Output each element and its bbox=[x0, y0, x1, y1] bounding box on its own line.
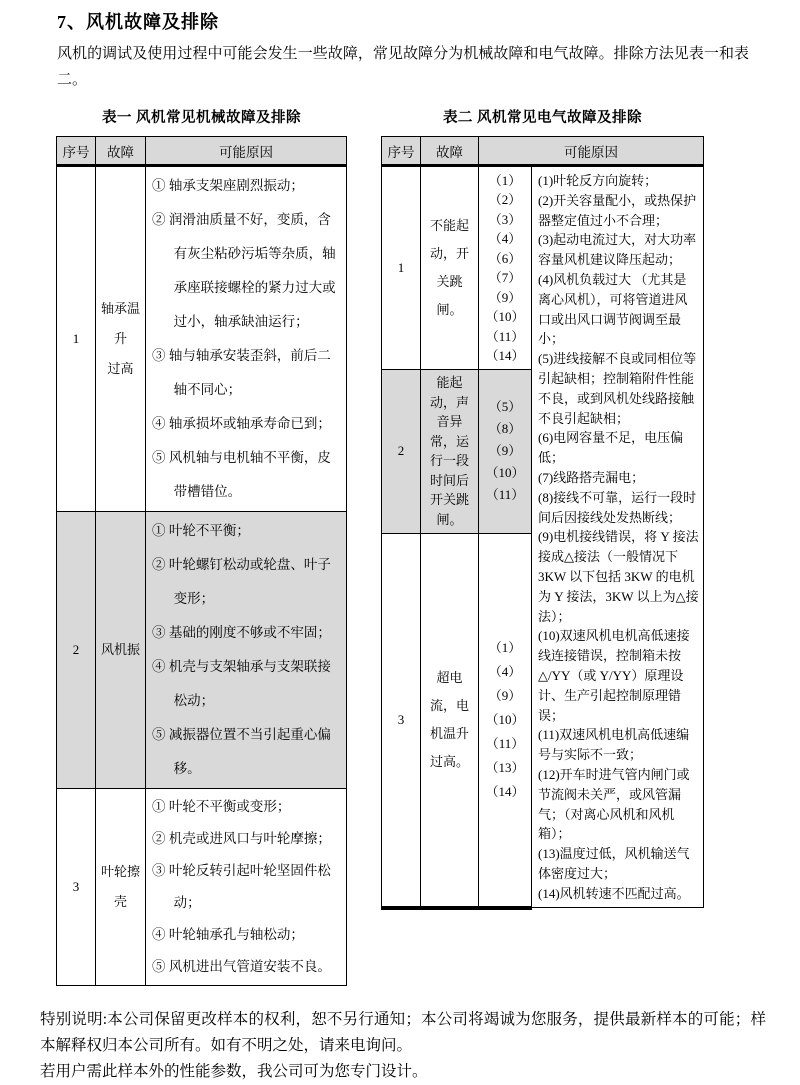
table-header-row bbox=[57, 137, 347, 166]
cause-item: ④ 轴承损坏或轴承寿命已到； bbox=[152, 416, 331, 431]
mechanical-fault-table bbox=[56, 136, 347, 986]
header-cell: 可能原因 bbox=[146, 137, 347, 166]
cause-ref-item: （1） bbox=[488, 639, 522, 655]
fault-cell: 轴承温升 过高 bbox=[96, 166, 146, 512]
cause-ref-item: （14） bbox=[485, 783, 525, 799]
cause-refs-cell bbox=[479, 166, 532, 370]
tables-container bbox=[56, 106, 800, 986]
cause-item: (2)开关容量配小，或热保护器整定值过小不合理； bbox=[538, 192, 697, 228]
header-cell: 可能原因 bbox=[479, 137, 704, 166]
special-note: 特别说明:本公司保留更改样本的权利，恕不另行通知；本公司将竭诚为您服务，提供最新样本的可能；样本解释权归本公司所有。如有不明之处，请来电询问。 bbox=[40, 1011, 766, 1054]
cause-ref-item: （14） bbox=[485, 348, 525, 363]
cause-item: ② 叶轮螺钉松动或轮盘、叶子变形； bbox=[152, 557, 331, 606]
fault-cell: 超电 流，电 机温升 过高。 bbox=[421, 533, 479, 908]
cause-refs-cell bbox=[479, 533, 532, 908]
cause-ref-item: （11） bbox=[485, 487, 525, 503]
cause-ref-item: （11） bbox=[485, 328, 525, 344]
cause-item: ③ 基础的刚度不够或不牢固； bbox=[152, 625, 331, 640]
cause-item: ③ 叶轮反转引起叶轮坚固件松动； bbox=[152, 863, 331, 910]
cause-item: ① 叶轮不平衡； bbox=[152, 523, 250, 538]
causes-cell bbox=[146, 166, 347, 512]
header-cell: 故障 bbox=[96, 137, 146, 166]
cause-item: ① 轴承支架座剧烈振动； bbox=[152, 178, 304, 193]
fault-cell: 能起 动，声 音异 常，运 行一段 时间后 开关跳 闸。 bbox=[421, 370, 479, 534]
table1-caption: 表一 风机常见机械故障及排除 bbox=[101, 110, 302, 126]
cause-item: ④ 叶轮轴承孔与轴松动； bbox=[152, 927, 304, 942]
cause-refs-cell bbox=[479, 370, 532, 534]
page-title: 7、风机故障及排除 bbox=[57, 12, 219, 32]
fault-cell: 叶轮擦壳 bbox=[96, 789, 146, 986]
cause-ref-item: （10） bbox=[485, 711, 525, 727]
cause-item: (3)起动电流过大，对大功率容量风机建议降压起动； bbox=[538, 232, 697, 268]
intro-paragraph: 风机的调试及使用过程中可能会发生一些故障，常见故障分为机械故障和电气故障。排除方法见表一和表二。 bbox=[57, 46, 749, 88]
electrical-fault-table bbox=[381, 136, 704, 910]
table-row bbox=[57, 166, 347, 512]
cause-item: (4)风机负载过大 （尤其是离心风机），可将管道进风口或出风口调节阀调至最小； bbox=[538, 271, 688, 347]
cause-ref-item: （6） bbox=[488, 250, 522, 266]
cause-ref-item: （8） bbox=[488, 421, 522, 437]
cause-item: ⑤ 减振器位置不当引起重心偏移。 bbox=[152, 727, 331, 776]
cause-item: ② 机壳或进风口与叶轮摩擦； bbox=[152, 831, 331, 846]
cause-item: (11)双速风机电机高低速编号与实际不一致； bbox=[538, 727, 690, 763]
seq-cell: 3 bbox=[382, 533, 421, 908]
cause-ref-item: （10） bbox=[485, 309, 525, 324]
cause-item: (14)风机转速不匹配过高。 bbox=[538, 885, 690, 901]
cause-ref-item: （9） bbox=[488, 443, 522, 459]
table-row bbox=[57, 789, 347, 986]
custom-design-note: 若用户需此样本外的性能参数，我公司可为您专门设计。 bbox=[40, 1063, 428, 1080]
causes-cell bbox=[146, 789, 347, 986]
cause-item: (5)进线接解不良或同相位等引起缺相；控制箱附件性能不良，或到风机处线路接触不良引起缺相； bbox=[538, 351, 697, 426]
cause-ref-item: （9） bbox=[488, 687, 522, 703]
cause-item: (8)接线不可靠，运行一段时间后因接线处发热断线； bbox=[538, 489, 697, 525]
cause-item: (12)开车时进气管内闸门或节流阀未关严，或风管漏气；（对离心风机和风机箱）； bbox=[538, 766, 690, 842]
header-cell: 序号 bbox=[57, 137, 96, 166]
causes-cell bbox=[146, 512, 347, 789]
cause-ref-item: （11） bbox=[485, 735, 525, 751]
cause-ref-item: （13） bbox=[485, 759, 525, 775]
fault-cell: 不能起 动，开 关跳 闸。 bbox=[421, 166, 479, 370]
mechanical-table-block bbox=[56, 106, 347, 986]
cause-item: (13)温度过低，风机输送气体密度过大； bbox=[538, 846, 690, 881]
cause-item: (10)双速风机电机高低速接线连接错误，控制箱未按△/YY（或 Y/YY）原理设计、生产引起控制原理错误； bbox=[538, 628, 690, 723]
cause-item: ① 叶轮不平衡或变形； bbox=[152, 799, 291, 814]
cause-item: ④ 机壳与支架轴承与支架联接松动； bbox=[152, 659, 331, 708]
cause-ref-item: （5） bbox=[488, 399, 522, 415]
table-row bbox=[382, 166, 704, 370]
causes-merged-cell bbox=[532, 166, 704, 908]
seq-cell: 1 bbox=[382, 166, 421, 370]
cause-ref-item: （9） bbox=[488, 289, 522, 305]
table-header-row bbox=[382, 137, 704, 166]
cause-ref-item: （2） bbox=[488, 192, 522, 207]
cause-ref-item: （3） bbox=[488, 211, 522, 227]
cause-item: ③ 轴与轴承安装歪斜，前后二轴不同心； bbox=[152, 348, 331, 397]
cause-ref-item: （4） bbox=[488, 231, 522, 246]
cause-item: (9)电机接线错误，将 Y 接法接成△接法（一般情况下3KW 以下包括 3KW 的电机为 Y 接法，3KW 以上为△接法）； bbox=[538, 529, 699, 624]
cause-item: ⑤ 风机进出气管道安装不良。 bbox=[152, 959, 331, 974]
header-cell: 序号 bbox=[382, 137, 421, 166]
cause-ref-item: （4） bbox=[488, 663, 522, 679]
seq-cell: 2 bbox=[57, 512, 96, 789]
cause-ref-item: （10） bbox=[485, 465, 525, 481]
cause-ref-item: （7） bbox=[488, 270, 522, 285]
cause-ref-item: （1） bbox=[488, 172, 522, 188]
header-cell: 故障 bbox=[421, 137, 479, 166]
seq-cell: 2 bbox=[382, 370, 421, 534]
fault-cell: 风机振 bbox=[96, 512, 146, 789]
cause-item: (7)线路搭壳漏电； bbox=[538, 469, 645, 485]
cause-item: (1)叶轮反方向旋转； bbox=[538, 173, 658, 188]
table2-caption: 表二 风机常见电气故障及排除 bbox=[442, 110, 643, 126]
cause-item: (6)电网容量不足，电压偏低； bbox=[538, 430, 684, 466]
cause-item: ⑤ 风机轴与电机轴不平衡，皮带槽错位。 bbox=[152, 450, 331, 499]
table-row bbox=[57, 512, 347, 789]
cause-item: ② 润滑油质量不好，变质，含有灰尘粘砂污垢等杂质，轴承座联接螺栓的紧力过大或过小，轴承缺油运行； bbox=[152, 212, 336, 329]
seq-cell: 3 bbox=[57, 789, 96, 986]
electrical-table-block bbox=[381, 106, 704, 910]
seq-cell: 1 bbox=[57, 166, 96, 512]
